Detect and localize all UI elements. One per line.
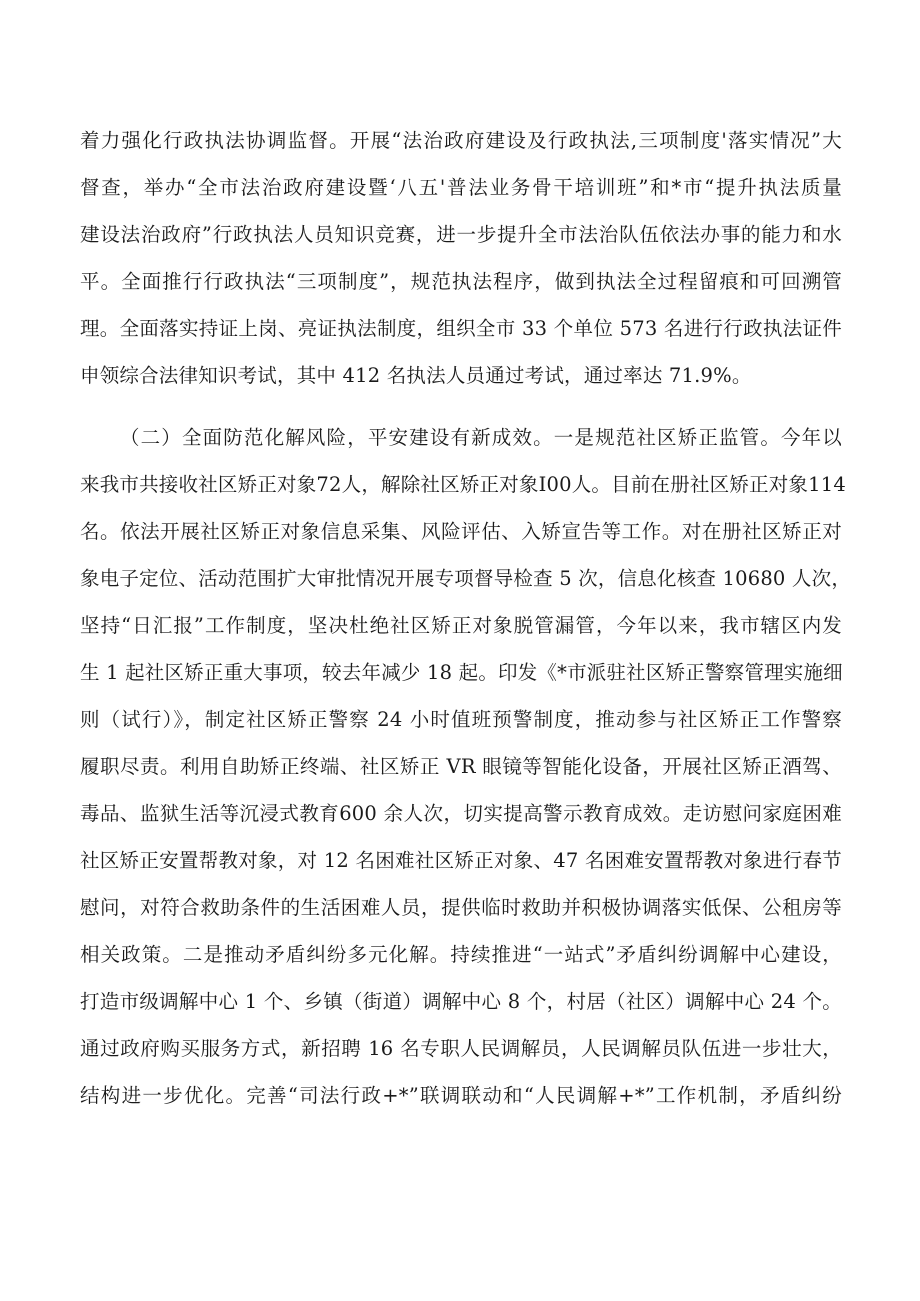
paragraph-2-line-1: （二）全面防范化解风险，平安建设有新成效。一是规范社区矫正监管。今年以 (120, 426, 842, 449)
paragraph-2-line-14: 通过政府购买服务方式，新招聘 16 名专职人民调解员，人民调解员队伍进一步壮大， (80, 1037, 842, 1060)
paragraph-2-line-3: 名。依法开展社区矫正对象信息采集、风险评估、入矫宣告等工作。对在册社区矫正对 (80, 520, 842, 543)
paragraph-1-line-5: 理。全面落实持证上岗、亮证执法制度，组织全市 33 个单位 573 名进行行政执法证件 (80, 317, 842, 340)
paragraph-2-line-5: 坚持“日汇报”工作制度，坚决杜绝社区矫正对象脱管漏管，今年以来，我市辖区内发 (80, 614, 842, 637)
paragraph-2-line-8: 履职尽责。利用自助矫正终端、社区矫正 VR 眼镜等智能化设备，开展社区矫正酒驾、 (80, 755, 842, 778)
paragraph-2-line-15: 结构进一步优化。完善“司法行政+*”联调联动和“人民调解+*”工作机制，矛盾纠纷 (80, 1084, 842, 1107)
paragraph-2-line-13: 打造市级调解中心 1 个、乡镇（街道）调解中心 8 个，村居（社区）调解中心 24 个。 (80, 990, 842, 1013)
paragraph-2-line-6: 生 1 起社区矫正重大事项，较去年减少 18 起。印发《*市派驻社区矫正警察管理实施细 (80, 661, 843, 684)
paragraph-2-line-2: 来我市共接收社区矫正对象72人，解除社区矫正对象I00人。目前在册社区矫正对象114 (80, 473, 846, 496)
paragraph-2-line-12: 相关政策。二是推动矛盾纠纷多元化解。持续推进“一站式”矛盾纠纷调解中心建设， (80, 943, 842, 966)
paragraph-1-line-4: 平。全面推行行政执法“三项制度”，规范执法程序，做到执法全过程留痕和可回溯管 (80, 270, 842, 293)
paragraph-1-line-3: 建设法治政府”行政执法人员知识竞赛，进一步提升全市法治队伍依法办事的能力和水 (80, 223, 842, 246)
paragraph-2-line-9: 毒品、监狱生活等沉浸式教育600 余人次，切实提高警示教育成效。走访慰问家庭困难 (80, 802, 842, 825)
paragraph-1-line-1: 着力强化行政执法协调监督。开展“法治政府建设及行政执法,三项制度'落实情况”大 (80, 129, 842, 152)
paragraph-2-line-7: 则（试行）》，制定社区矫正警察 24 小时值班预警制度，推动参与社区矫正工作警察 (80, 708, 842, 731)
paragraph-1-line-6: 申领综合法律知识考试，其中 412 名执法人员通过考试，通过率达 71.9%。 (80, 364, 752, 387)
paragraph-1-line-2: 督查，举办“全市法治政府建设暨‘八五'普法业务骨干培训班”和*市“提升执法质量 (80, 176, 842, 199)
paragraph-2-line-10: 社区矫正安置帮教对象，对 12 名困难社区矫正对象、47 名困难安置帮教对象进行春节 (80, 849, 842, 872)
paragraph-2-line-4: 象电子定位、活动范围扩大审批情况开展专项督导检查 5 次，信息化核查 10680 人次， (80, 567, 852, 590)
paragraph-2-line-11: 慰问，对符合救助条件的生活困难人员，提供临时救助并积极协调落实低保、公租房等 (80, 896, 842, 919)
